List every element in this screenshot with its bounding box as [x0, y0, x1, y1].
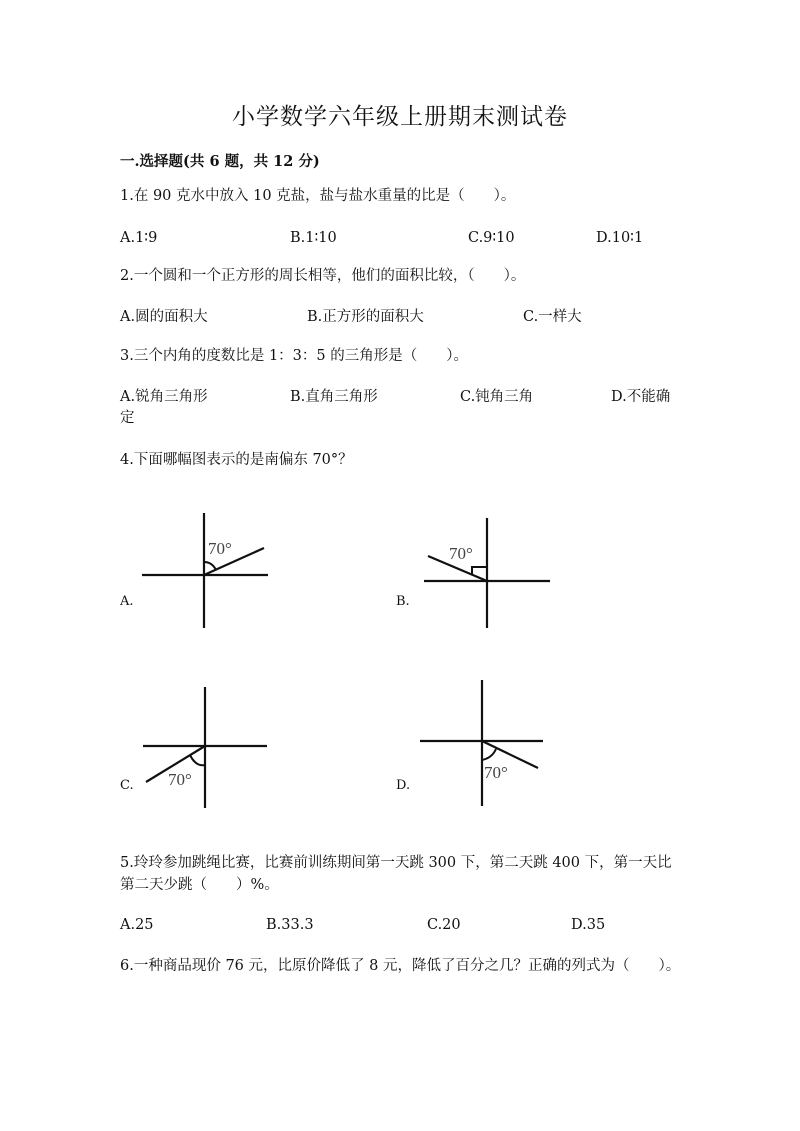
q5-option-d[interactable]: D.35 — [571, 917, 606, 933]
q3-option-c[interactable]: C.钝角三角 — [460, 389, 534, 405]
q1-option-a[interactable]: A.1∶9 — [120, 230, 158, 246]
question-2-stem: 2.一个圆和一个正方形的周长相等，他们的面积比较，（ ）。 — [120, 268, 526, 284]
figure-d-angle-text: 70° — [484, 763, 508, 782]
figure-b-label[interactable]: B. — [396, 594, 410, 609]
question-3-stem: 3.三个内角的度数比是 1：3：5 的三角形是（ ）。 — [120, 348, 468, 364]
question-1-stem: 1.在 90 克水中放入 10 克盐，盐与盐水重量的比是（ ）。 — [120, 188, 516, 204]
q2-option-b[interactable]: B.正方形的面积大 — [307, 309, 424, 325]
q1-option-d[interactable]: D.10∶1 — [596, 230, 644, 246]
q3-option-d-wrap: 定 — [120, 410, 135, 426]
figure-c-label[interactable]: C. — [120, 778, 134, 793]
page-title: 小学数学六年级上册期末测试卷 — [232, 104, 568, 130]
q3-option-b[interactable]: B.直角三角形 — [290, 389, 378, 405]
figure-a-compass-diagram[interactable] — [140, 510, 270, 630]
q5-option-c[interactable]: C.20 — [427, 917, 461, 933]
figure-c-angle-text: 70° — [168, 770, 192, 789]
section-heading: 一.选择题(共 6 题，共 12 分) — [120, 153, 320, 170]
q1-option-b[interactable]: B.1∶10 — [290, 230, 337, 246]
figure-c-compass-diagram[interactable] — [140, 685, 270, 810]
q3-option-d[interactable]: D.不能确 — [611, 389, 671, 405]
q2-option-a[interactable]: A.圆的面积大 — [120, 309, 208, 325]
figure-a-angle-text: 70° — [208, 539, 232, 558]
q5-option-b[interactable]: B.33.3 — [266, 917, 314, 933]
figure-b-compass-diagram[interactable] — [420, 515, 555, 630]
question-4-stem: 4.下面哪幅图表示的是南偏东 70°？ — [120, 452, 353, 468]
q5-option-a[interactable]: A.25 — [120, 917, 154, 933]
figure-b-angle-text: 70° — [449, 544, 473, 563]
figure-d-compass-diagram[interactable] — [418, 678, 548, 808]
q3-option-a[interactable]: A.锐角三角形 — [120, 389, 208, 405]
question-5-stem: 5.玲玲参加跳绳比赛，比赛前训练期间第一天跳 300 下，第二天跳 400 下，第一天比第二天少跳（ ）%。 — [120, 855, 672, 893]
figure-d-label[interactable]: D. — [396, 778, 411, 793]
figure-a-label[interactable]: A. — [120, 594, 134, 609]
q2-option-c[interactable]: C.一样大 — [523, 309, 582, 325]
q1-option-c[interactable]: C.9∶10 — [468, 230, 515, 246]
question-6-stem: 6.一种商品现价 76 元，比原价降低了 8 元，降低了百分之几？正确的列式为（ ）。 — [120, 958, 681, 974]
